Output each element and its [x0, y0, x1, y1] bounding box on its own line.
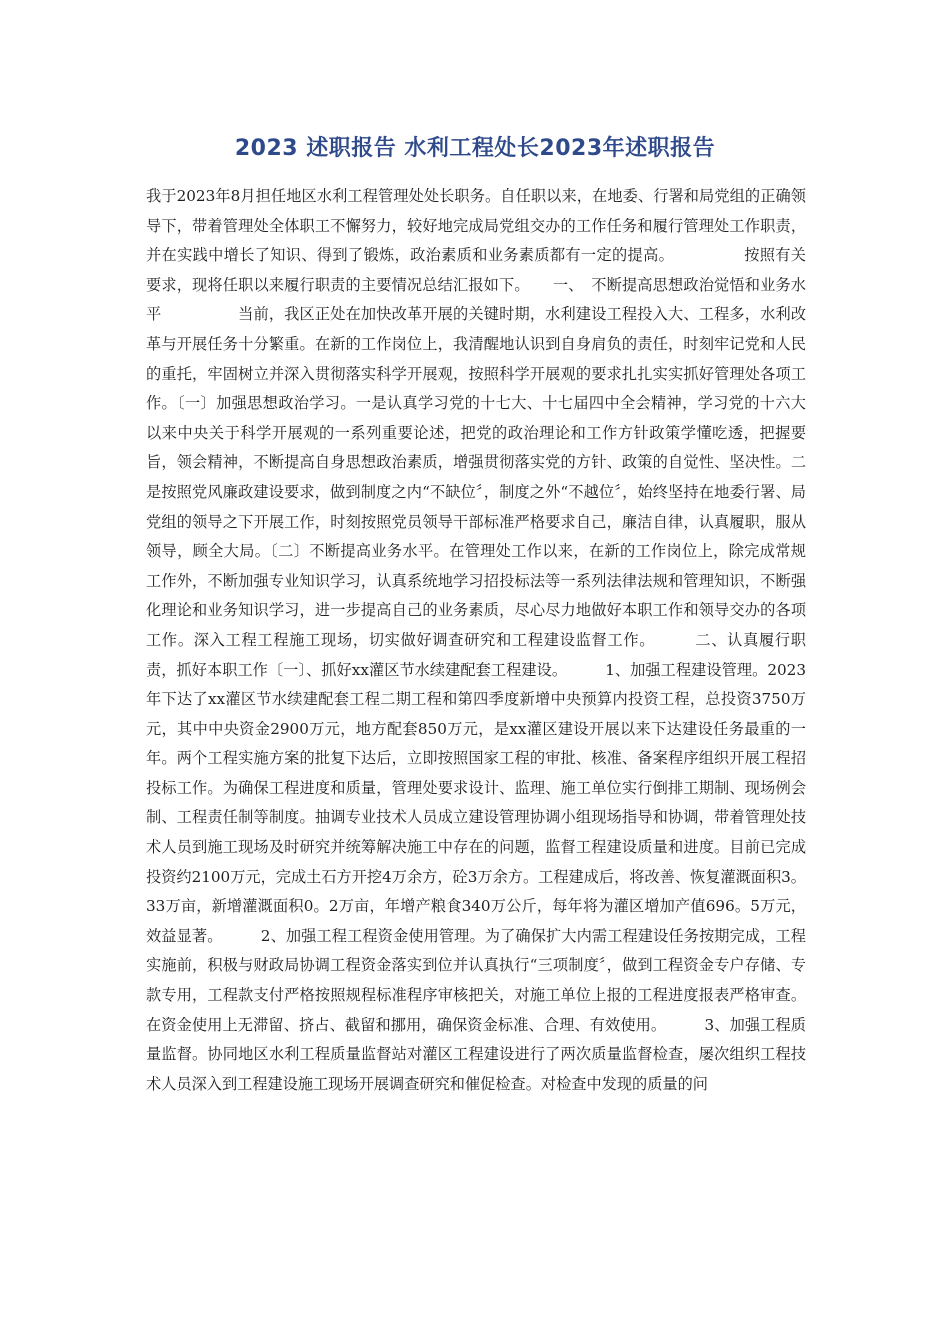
document-body [146, 182, 806, 1099]
page-title: 2023 述职报告 水利工程处长2023年述职报告 [234, 136, 716, 161]
body-paragraph: 我于2023年8月担任地区水利工程管理处处长职务。自任职以来，在地委、行署和局党组的正确领导下，带着管理处全体职工不懈努力，较好地完成局党组交办的工作任务和履行管理处工作职责，并在实践中增长了知识、得到了锻炼，政治素质和业务素质都有一定的提高。 按照有关要求，现将任职以来履行职责的主要情况总结汇报如下。 一、 不断提高思想政治觉悟和业务水平 当前，我区正处在加快改革开展的关键时期，水利建设工程投入大、工程多，水利改革与开展任务十分繁重。在新的工作岗位上，我清醒地认识到自身肩负的责任，时刻牢记党和人民的重托，牢固树立并深入贯彻落实科学开展观，按照科学开展观的要求扎扎实实抓好管理处各项工作。〔一〕加强思想政治学习。一是认真学习党的十七大、十七届四中全会精神，学习党的十六大以来中央关于科学开展观的一系列重要论述，把党的政治理论和工作方针政策学懂吃透，把握要旨，领会精神，不断提高自身思想政治素质，增强贯彻落实党的方针、政策的自觉性、坚决性。二是按照党风廉政建设要求，做到制度之内“不缺位〞，制度之外“不越位〞，始终坚持在地委行署、局党组的领导之下开展工作，时刻按照党员领导干部标准严格要求自己，廉洁自律，认真履职，服从领导，顾全大局。〔二〕不断提高业务水平。在管理处工作以来，在新的工作岗位上，除完成常规工作外，不断加强专业知识学习，认真系统地学习招投标法等一系列法律法规和管理知识，不断强化理论和业务知识学习，进一步提高自己的业务素质，尽心尽力地做好本职工作和领导交办的各项工作。深入工程工程施工现场，切实做好调查研究和工程建设监督工作。 二、认真履行职责，抓好本职工作〔一〕、抓好xx灌区节水续建配套工程建设。 1、加强工程建设管理。2023年下达了xx灌区节水续建配套工程二期工程和第四季度新增中央预算内投资工程，总投资3750万元，其中中央资金2900万元，地方配套850万元，是xx灌区建设开展以来下达建设任务最重的一年。两个工程实施方案的批复下达后，立即按照国家工程的审批、核准、备案程序组织开展工程招投标工作。为确保工程进度和质量，管理处要求设计、监理、施工单位实行倒排工期制、现场例会制、工程责任制等制度。抽调专业技术人员成立建设管理协调小组现场指导和协调，带着管理处技术人员到施工现场及时研究并统筹解决施工中存在的问题，监督工程建设质量和进度。目前已完成投资约2100万元，完成土石方开挖4万余方，砼3万余方。工程建成后，将改善、恢复灌溉面积3。33万亩，新增灌溉面积0。2万亩，年增产粮食340万公斤，每年将为灌区增加产值696。5万元，效益显著。 2、加强工程工程资金使用管理。为了确保扩大内需工程建设任务按期完成，工程实施前，积极与财政局协调工程资金落实到位并认真执行“三项制度〞，做到工程资金专户存储、专款专用，工程款支付严格按照规程标准程序审核把关，对施工单位上报的工程进度报表严格审查。在资金使用上无滞留、挤占、截留和挪用，确保资金标准、合理、有效使用。 3、加强工程质量监督。协同地区水利工程质量监督站对灌区工程建设进行了两次质量监督检查，屡次组织工程技术人员深入到工程建设施工现场开展调查研究和催促检查。对检查中发现的质量的问 [146, 187, 806, 1093]
